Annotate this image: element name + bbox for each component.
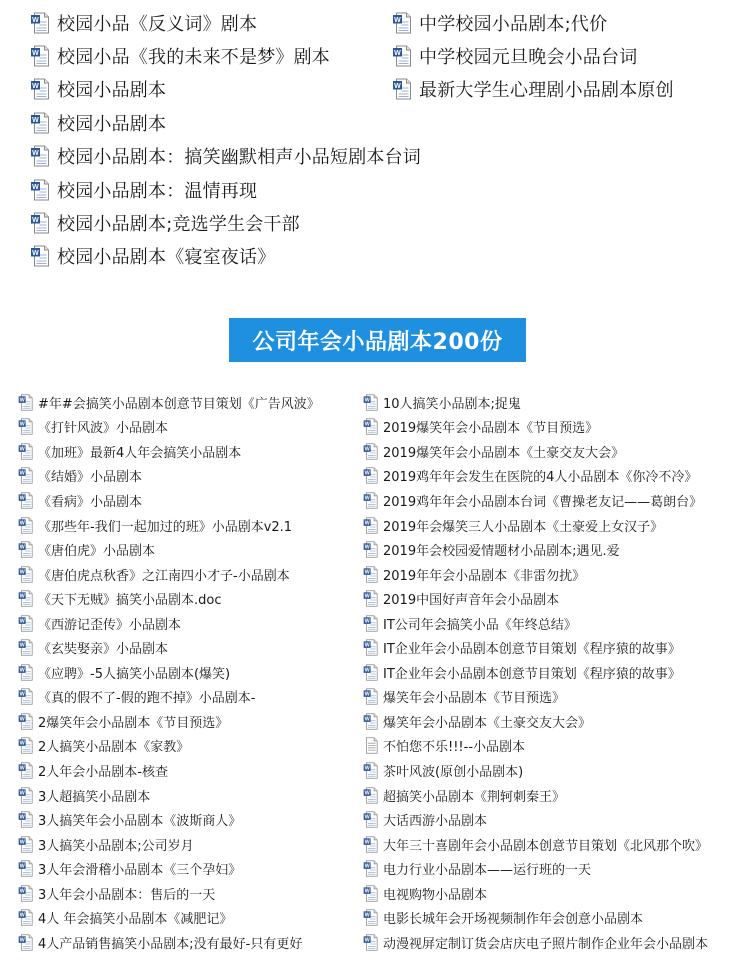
file-name: #年#会搞笑小品剧本创意节目策划《广告风波》 <box>38 396 320 412</box>
company-file-column-right <box>363 390 748 955</box>
file-item[interactable] <box>363 930 748 955</box>
file-item[interactable] <box>363 660 748 685</box>
file-name: 《那些年-我们一起加过的班》小品剧本v2.1 <box>38 519 293 535</box>
file-name: 不怕您不乐!!!--小品剧本 <box>383 740 526 756</box>
file-name: 电力行业小品剧本——运行班的一天 <box>383 863 592 879</box>
file-item[interactable] <box>363 856 748 881</box>
word-document-icon <box>30 212 51 234</box>
word-document-icon <box>18 737 34 754</box>
file-name: 电影长城年会开场视频制作年会创意小品剧本 <box>383 912 644 928</box>
file-item[interactable] <box>30 73 390 106</box>
file-item[interactable] <box>363 758 748 783</box>
word-document-icon <box>363 860 379 877</box>
file-item[interactable] <box>363 464 748 489</box>
file-item[interactable] <box>30 240 390 273</box>
file-item[interactable] <box>30 206 390 239</box>
word-document-icon <box>18 688 34 705</box>
file-item[interactable] <box>18 807 363 832</box>
file-name: 动漫视屏定制订货会店庆电子照片制作企业年会小品剧本 <box>383 936 709 952</box>
file-item[interactable] <box>18 439 363 464</box>
word-document-icon <box>363 811 379 828</box>
file-name: 《唐伯虎》小品剧本 <box>38 544 156 560</box>
word-document-icon <box>18 517 34 534</box>
file-name: 电视购物小品剧本 <box>383 887 488 903</box>
file-name: 3人年会小品剧本：售后的一天 <box>38 887 216 903</box>
file-item[interactable] <box>30 140 421 173</box>
file-item[interactable] <box>363 586 748 611</box>
file-name: 校园小品剧本《寝室夜话》 <box>57 247 276 269</box>
word-document-icon <box>18 860 34 877</box>
word-document-icon <box>18 443 34 460</box>
word-document-icon <box>363 492 379 509</box>
file-name: 《结婚》小品剧本 <box>38 470 143 486</box>
file-item[interactable] <box>18 586 363 611</box>
word-document-icon <box>363 467 379 484</box>
file-name: 大话西游小品剧本 <box>383 814 488 830</box>
file-item[interactable] <box>18 415 363 440</box>
file-name: 2019年会爆笑三人小品剧本《土豪爱上女汉子》 <box>383 519 664 535</box>
word-document-icon <box>30 145 51 167</box>
text-document-icon <box>363 737 379 754</box>
file-name: 爆笑年会小品剧本《节目预选》 <box>383 691 566 707</box>
file-name: IT企业年会小品剧本创意节目策划《程序猿的故事》 <box>383 666 681 682</box>
file-name: 4人产品销售搞笑小品剧本;没有最好-只有更好 <box>38 936 303 952</box>
file-name: 10人搞笑小品剧本;捉鬼 <box>383 396 521 412</box>
word-document-icon <box>363 934 379 951</box>
file-item[interactable] <box>18 930 363 955</box>
word-document-icon <box>30 112 51 134</box>
word-document-icon <box>30 245 51 267</box>
file-name: 2019爆笑年会小品剧本《节目预选》 <box>383 421 599 437</box>
file-item[interactable] <box>18 537 363 562</box>
file-name: 校园小品剧本 <box>57 80 167 102</box>
file-item[interactable] <box>18 660 363 685</box>
file-item[interactable] <box>392 73 732 106</box>
file-name: 爆笑年会小品剧本《土豪交友大会》 <box>383 715 592 731</box>
word-document-icon <box>363 909 379 926</box>
file-item[interactable] <box>363 807 748 832</box>
file-name: 《应聘》-5人搞笑小品剧本(爆笑) <box>38 666 231 682</box>
file-name: 校园小品剧本;竞选学生会干部 <box>57 214 300 236</box>
file-item[interactable] <box>18 685 363 710</box>
word-document-icon <box>18 909 34 926</box>
file-item[interactable] <box>392 6 732 39</box>
file-item[interactable] <box>363 488 748 513</box>
word-document-icon <box>392 45 413 67</box>
file-name: 2019年年会小品剧本《非雷勿扰》 <box>383 568 586 584</box>
file-item[interactable] <box>363 905 748 930</box>
word-document-icon <box>363 566 379 583</box>
word-document-icon <box>30 12 51 34</box>
file-item[interactable] <box>18 832 363 857</box>
word-document-icon <box>18 885 34 902</box>
file-item[interactable] <box>363 881 748 906</box>
school-file-column-left <box>30 6 421 273</box>
word-document-icon <box>363 394 379 411</box>
file-item[interactable] <box>18 783 363 808</box>
file-name: 校园小品剧本：温情再现 <box>57 180 258 202</box>
word-document-icon <box>363 762 379 779</box>
word-document-icon <box>363 639 379 656</box>
word-document-icon <box>18 934 34 951</box>
file-item[interactable] <box>363 832 748 857</box>
file-name: 校园小品《我的未来不是梦》剧本 <box>57 47 330 69</box>
file-item[interactable] <box>363 562 748 587</box>
file-name: 3人年会滑稽小品剧本《三个孕妇》 <box>38 863 242 879</box>
word-document-icon <box>363 418 379 435</box>
file-name: 《西游记歪传》小品剧本 <box>38 617 182 633</box>
word-document-icon <box>392 78 413 100</box>
file-item[interactable] <box>363 439 748 464</box>
word-document-icon <box>363 836 379 853</box>
file-name: IT公司年会搞笑小品《年终总结》 <box>383 617 577 633</box>
file-item[interactable] <box>18 881 363 906</box>
company-file-column-left <box>18 390 363 955</box>
section-banner: 公司年会小品剧本200份 <box>229 318 526 362</box>
file-name: IT企业年会小品剧本创意节目策划《程序猿的故事》 <box>383 642 681 658</box>
word-document-icon <box>363 517 379 534</box>
file-item[interactable] <box>30 6 390 39</box>
file-item[interactable] <box>30 39 390 72</box>
file-name: 中学校园元旦晚会小品台词 <box>419 47 638 69</box>
file-name: 3人搞笑年会小品剧本《波斯商人》 <box>38 814 242 830</box>
file-item[interactable] <box>363 611 748 636</box>
word-document-icon <box>18 664 34 681</box>
file-item[interactable] <box>363 635 748 660</box>
file-name: 2019鸡年年会小品剧本台词《曹操老友记——葛朗台》 <box>383 494 703 510</box>
file-item[interactable] <box>363 415 748 440</box>
file-name: 大年三十喜剧年会小品剧本创意节目策划《北风那个吹》 <box>383 838 709 854</box>
word-document-icon <box>18 541 34 558</box>
file-name: 《打针风波》小品剧本 <box>38 421 169 437</box>
file-item[interactable] <box>18 856 363 881</box>
file-name: 超搞笑小品剧本《荆轲刺秦王》 <box>383 789 566 805</box>
file-name: 《真的假不了-假的跑不掉》小品剧本- <box>38 691 256 707</box>
file-name: 校园小品剧本 <box>57 113 167 135</box>
word-document-icon <box>18 492 34 509</box>
file-item[interactable] <box>18 488 363 513</box>
file-item[interactable] <box>30 106 390 139</box>
word-document-icon <box>18 615 34 632</box>
word-document-icon <box>363 664 379 681</box>
word-document-icon <box>18 811 34 828</box>
word-document-icon <box>363 590 379 607</box>
file-item[interactable] <box>363 513 748 538</box>
word-document-icon <box>363 443 379 460</box>
file-name: 茶叶风波(原创小品剧本) <box>383 764 524 780</box>
word-document-icon <box>30 179 51 201</box>
file-item[interactable] <box>18 635 363 660</box>
school-file-column-right <box>392 6 732 106</box>
file-name: 《天下无贼》搞笑小品剧本.doc <box>38 593 222 609</box>
word-document-icon <box>18 467 34 484</box>
word-document-icon <box>392 12 413 34</box>
file-name: 《玄奘娶亲》小品剧本 <box>38 642 169 658</box>
word-document-icon <box>18 836 34 853</box>
file-name: 4人 年会搞笑小品剧本《减肥记》 <box>38 912 233 928</box>
file-item[interactable] <box>18 611 363 636</box>
file-name: 中学校园小品剧本;代价 <box>419 13 608 35</box>
word-document-icon <box>363 541 379 558</box>
file-item[interactable] <box>18 758 363 783</box>
word-document-icon <box>18 394 34 411</box>
word-document-icon <box>30 78 51 100</box>
file-item[interactable] <box>18 734 363 759</box>
file-name: 《唐伯虎点秋香》之江南四小才子-小品剧本 <box>38 568 290 584</box>
file-name: 2019中国好声音年会小品剧本 <box>383 593 560 609</box>
file-item[interactable] <box>363 734 748 759</box>
word-document-icon <box>18 639 34 656</box>
file-item[interactable] <box>363 709 748 734</box>
file-item[interactable] <box>363 537 748 562</box>
file-name: 《加班》最新4人年会搞笑小品剧本 <box>38 445 242 461</box>
file-item[interactable] <box>18 905 363 930</box>
word-document-icon <box>363 688 379 705</box>
file-name: 2019年会校园爱情题材小品剧本;遇见.爱 <box>383 544 620 560</box>
word-document-icon <box>18 787 34 804</box>
word-document-icon <box>30 45 51 67</box>
word-document-icon <box>18 418 34 435</box>
file-item[interactable] <box>18 464 363 489</box>
file-item[interactable] <box>392 39 732 72</box>
word-document-icon <box>363 787 379 804</box>
word-document-icon <box>18 566 34 583</box>
file-name: 最新大学生心理剧小品剧本原创 <box>419 80 674 102</box>
file-name: 《看病》小品剧本 <box>38 494 143 510</box>
file-item[interactable] <box>18 390 363 415</box>
file-item[interactable] <box>30 173 390 206</box>
file-name: 校园小品《反义词》剧本 <box>57 13 258 35</box>
file-item[interactable] <box>363 390 748 415</box>
file-name: 2人搞笑小品剧本《家教》 <box>38 740 190 756</box>
word-document-icon <box>363 615 379 632</box>
word-document-icon <box>18 762 34 779</box>
word-document-icon <box>363 713 379 730</box>
file-name: 3人搞笑小品剧本;公司岁月 <box>38 838 194 854</box>
file-item[interactable] <box>18 562 363 587</box>
file-item[interactable] <box>363 685 748 710</box>
file-name: 2爆笑年会小品剧本《节目预选》 <box>38 715 229 731</box>
file-item[interactable] <box>18 709 363 734</box>
file-name: 2人年会小品剧本-核查 <box>38 764 168 780</box>
file-name: 2019鸡年年会发生在医院的4人小品剧本《你冷不冷》 <box>383 470 698 486</box>
file-item[interactable] <box>18 513 363 538</box>
file-name: 校园小品剧本：搞笑幽默相声小品短剧本台词 <box>57 147 421 169</box>
file-item[interactable] <box>363 783 748 808</box>
file-name: 2019爆笑年会小品剧本《土豪交友大会》 <box>383 445 625 461</box>
word-document-icon <box>18 713 34 730</box>
word-document-icon <box>18 590 34 607</box>
word-document-icon <box>363 885 379 902</box>
file-name: 3人超搞笑小品剧本 <box>38 789 151 805</box>
